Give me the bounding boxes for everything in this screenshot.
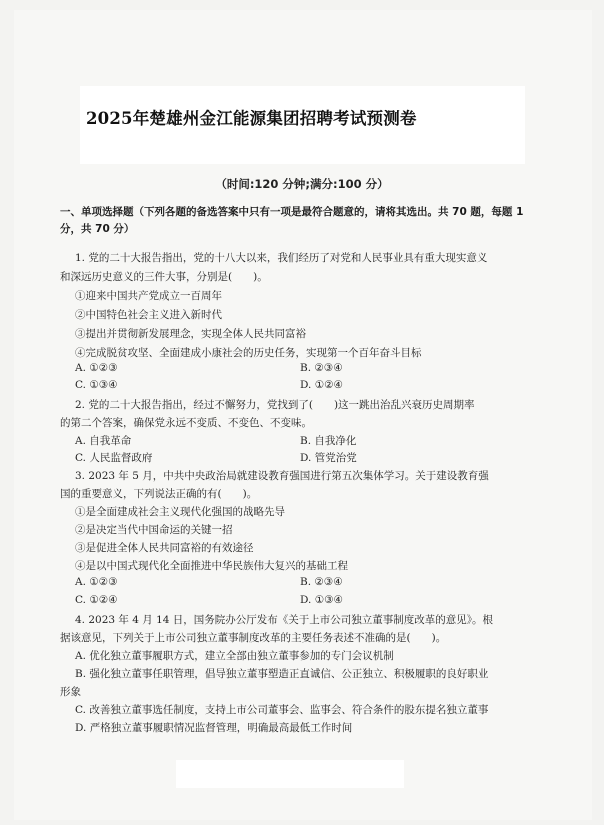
q1-item-3: ③提出并贯彻新发展理念，实现全体人民共同富裕 [75, 328, 306, 340]
exam-title: 2025年楚雄州金江能源集团招聘考试预测卷 [86, 109, 417, 128]
q3-item-4: ④是以中国式现代化全面推进中华民族伟大复兴的基础工程 [75, 560, 348, 572]
q1-item-4: ④完成脱贫攻坚、全面建成小康社会的历史任务，实现第一个百年奋斗目标 [75, 347, 422, 359]
q4-stem-line-1: 4. 2023 年 4 月 14 日，国务院办公厅发布《关于上市公司独立董事制度改革的意见》。根 [75, 614, 494, 626]
q3-option-d: D. ①③④ [300, 594, 343, 606]
q1-option-a: A. ①②③ [75, 362, 118, 374]
footer-highlight [176, 760, 404, 788]
q2-option-b: B. 自我净化 [300, 435, 357, 447]
q4-option-b: B. 强化独立董事任职管理，倡导独立董事塑造正直诚信、公正独立、积极履职的良好职业 [75, 668, 489, 680]
q4-option-d: D. 严格独立董事履职情况监督管理，明确最高最低工作时间 [75, 722, 353, 734]
q2-option-c: C. 人民监督政府 [75, 452, 153, 464]
q3-item-3: ③是促进全体人民共同富裕的有效途径 [75, 542, 254, 554]
q1-item-1: ①迎来中国共产党成立一百周年 [75, 290, 222, 302]
q3-option-b: B. ②③④ [300, 576, 343, 588]
q4-option-b-cont: 形象 [60, 686, 81, 698]
q1-option-b: B. ②③④ [300, 362, 343, 374]
q3-stem-line-1: 3. 2023 年 5 月，中共中央政治局就建设教育强国进行第五次集体学习。关于建设教育强 [75, 470, 489, 482]
q1-stem-line-1: 1. 党的二十大报告指出，党的十八大以来，我们经历了对党和人民事业具有重大现实意义 [75, 252, 488, 264]
q3-item-1: ①是全面建成社会主义现代化强国的战略先导 [75, 506, 285, 518]
q2-option-a: A. 自我革命 [75, 435, 132, 447]
q4-option-a: A. 优化独立董事履职方式，建立全部由独立董事参加的专门会议机制 [75, 650, 394, 662]
q1-stem-line-2: 和深远历史意义的三件大事，分别是( )。 [60, 271, 268, 283]
q1-item-2: ②中国特色社会主义进入新时代 [75, 309, 222, 321]
q2-stem-line-2: 的第二个答案，确保党永远不变质、不变色、不变味。 [60, 417, 312, 429]
q4-option-c: C. 改善独立董事选任制度，支持上市公司董事会、监事会、符合条件的股东提名独立董事 [75, 704, 489, 716]
q3-stem-line-2: 国的重要意义，下列说法正确的有( )。 [60, 488, 258, 500]
q2-option-d: D. 管党治党 [300, 452, 357, 464]
q4-stem-line-2: 据该意见，下列关于上市公司独立董事制度改革的主要任务表述不准确的是( )。 [60, 632, 447, 644]
q3-option-a: A. ①②③ [75, 576, 118, 588]
exam-meta: （时间:120 分钟;满分:100 分） [215, 177, 389, 191]
q1-option-d: D. ①②④ [300, 379, 343, 391]
q1-option-c: C. ①③④ [75, 379, 118, 391]
q3-option-c: C. ①②④ [75, 594, 118, 606]
section-heading: 一、单项选择题（下列各题的备选答案中只有一项是最符合题意的，请将其选出。共 70 题，每题 1 分，共 70 分） [60, 206, 524, 235]
q2-stem-line-1: 2. 党的二十大报告指出，经过不懈努力，党找到了( )这一跳出治乱兴衰历史周期率 [75, 399, 475, 411]
q3-item-2: ②是决定当代中国命运的关键一招 [75, 524, 233, 536]
